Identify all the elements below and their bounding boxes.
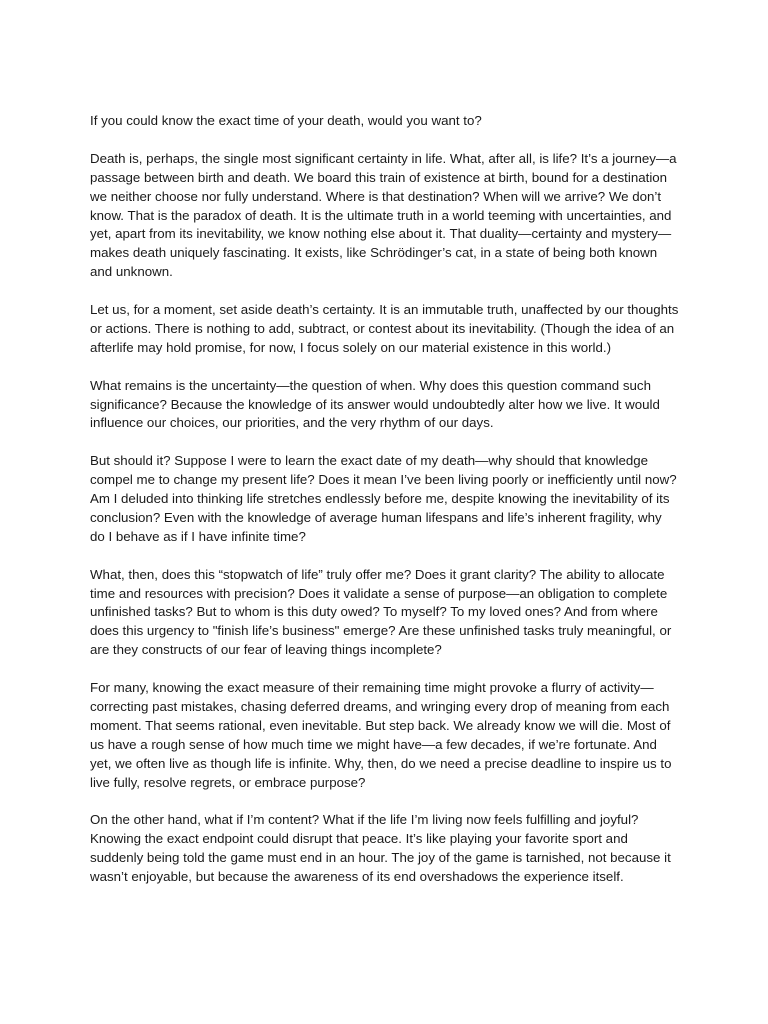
paragraph: Let us, for a moment, set aside death’s certainty. It is an immutable truth, unaffected by our thoughts or actions. There is nothing to add, subtract, or contest about its inevitability. (Though the idea of an afterlife may hold promise, for now, I focus solely on our material existence in this world.) [90, 302, 679, 355]
paragraph: But should it? Suppose I were to learn the exact date of my death—why should that knowledge compel me to change my present life? Does it mean I’ve been living poorly or inefficiently until now? Am I deluded into thinking life stretches endlessly before me, despite knowing the inevitability of its conclusion? Even with the knowledge of average human lifespans and life’s inherent fragility, why do I behave as if I have infinite time? [90, 453, 677, 544]
paragraph-opening-question: If you could know the exact time of your death, would you want to? [90, 113, 482, 128]
paragraph: On the other hand, what if I’m content? What if the life I’m living now feels fulfilling and joyful? Knowing the exact endpoint could disrupt that peace. It’s like playing your favorite sport and suddenly being told the game must end in an hour. The joy of the game is tarnished, not because it wasn’t enjoyable, but because the awareness of its end overshadows the experience itself. [90, 812, 671, 885]
paragraph: What, then, does this “stopwatch of life” truly offer me? Does it grant clarity? The ability to allocate time and resources with precision? Does it validate a sense of purpose—an obligation to complete unfinished tasks? But to whom is this duty owed? To myself? To my loved ones? And from where does this urgency to "finish life’s business" emerge? Are these unfinished tasks truly meaningful, or are they constructs of our fear of leaving things incomplete? [90, 566, 672, 658]
paragraph: What remains is the uncertainty—the question of when. Why does this question command such significance? Because the knowledge of its answer would undoubtedly alter how we live. It would influence our choices, our priorities, and the very rhythm of our days. [90, 377, 660, 431]
document-body [90, 112, 680, 906]
paragraph: Death is, perhaps, the single most significant certainty in life. What, after all, is life? It’s a journey—a passage between birth and death. We board this train of existence at birth, bound for a destination we neither choose nor fully understand. Where is that destination? When will we arrive? We don’t know. That is the paradox of death. It is the ultimate truth in a world teeming with uncertainties, and yet, apart from its inevitability, we know nothing else about it. That duality—certainty and mystery—makes death uniquely fascinating. It exists, like Schrödinger’s cat, in a state of being both known and unknown. [90, 150, 677, 280]
paragraph: For many, knowing the exact measure of their remaining time might provoke a flurry of activity—correcting past mistakes, chasing deferred dreams, and wringing every drop of meaning from each moment. That seems rational, even inevitable. But step back. We already know we will die. Most of us have a rough sense of how much time we might have—a few decades, if we’re fortunate. And yet, we often live as though life is infinite. Why, then, do we need a precise deadline to inspire us to live fully, resolve regrets, or embrace purpose? [90, 680, 672, 790]
